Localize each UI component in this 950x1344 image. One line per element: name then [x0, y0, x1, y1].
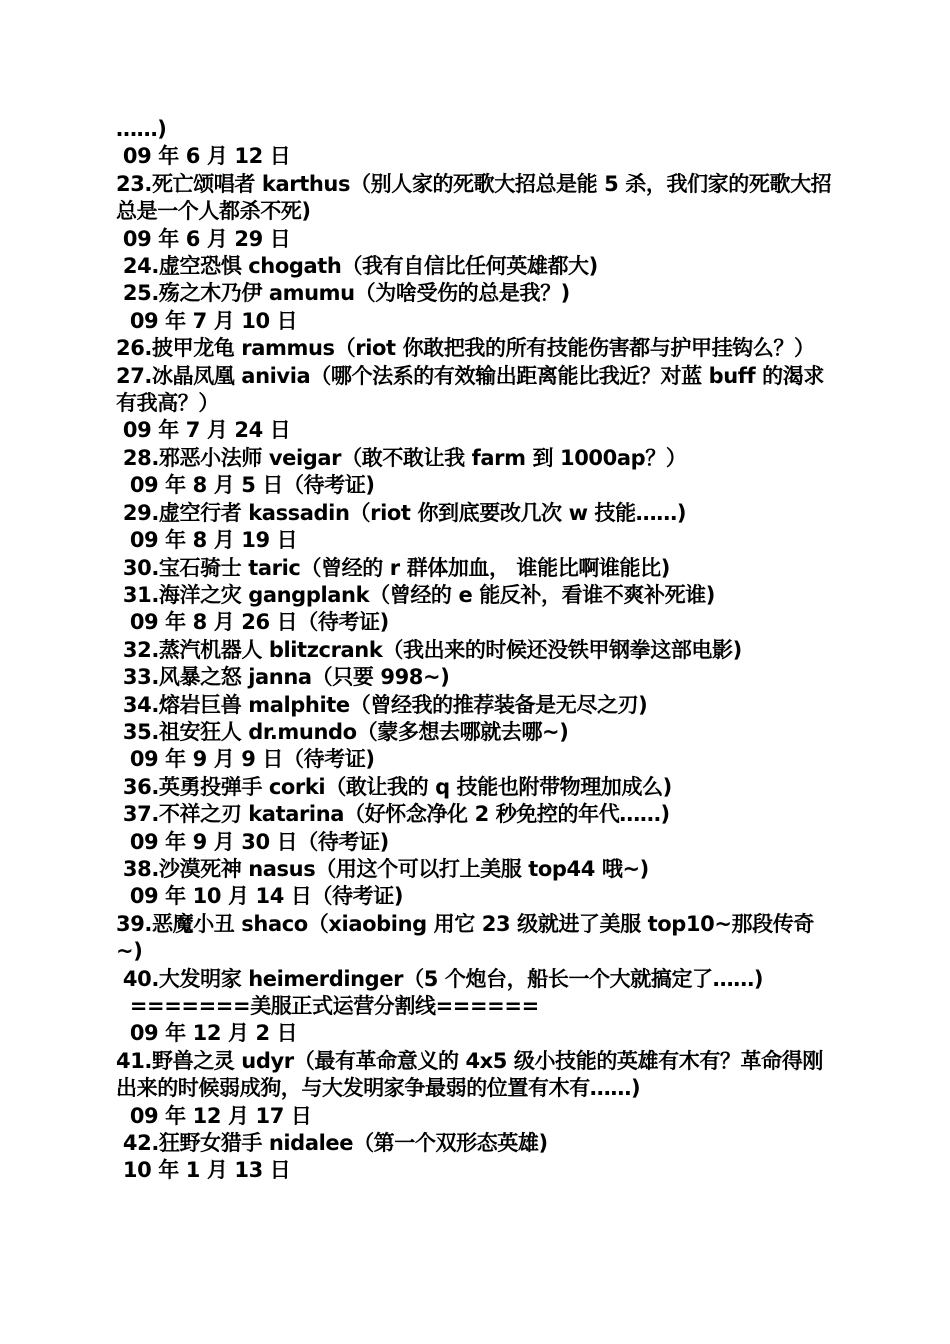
- champion-entry: 37.不祥之刃 katarina（好怀念净化 2 秒免控的年代……): [116, 802, 670, 827]
- date-line: 09 年 6 月 29 日: [116, 226, 291, 251]
- champion-entry: 23.死亡颂唱者 karthus（别人家的死歌大招总是能 5 杀，我们家的死歌大招总是一个人都杀不死): [116, 171, 832, 224]
- champion-entry: 39.恶魔小丑 shaco（xiaobing 用它 23 级就进了美服 top10~那段传奇~): [116, 911, 814, 964]
- champion-entry: 40.大发明家 heimerdinger（5 个炮台，船长一个大就搞定了……): [116, 966, 764, 991]
- champion-entry: 26.披甲龙龟 rammus（riot 你敢把我的所有技能伤害都与护甲挂钩么？）: [116, 336, 815, 361]
- date-line: 09 年 9 月 30 日（待考证): [116, 829, 389, 854]
- date-line: 09 年 12 月 17 日: [116, 1103, 312, 1128]
- champion-entry: 34.熔岩巨兽 malphite（曾经我的推荐装备是无尽之刃): [116, 692, 648, 717]
- date-line: 09 年 8 月 26 日（待考证): [116, 610, 389, 635]
- date-line: 09 年 9 月 9 日（待考证): [116, 747, 375, 772]
- document-page: [116, 116, 836, 1185]
- champion-entry: 32.蒸汽机器人 blitzcrank（我出来的时候还没铁甲钢拳这部电影): [116, 637, 742, 662]
- date-line: 09 年 7 月 24 日: [116, 418, 291, 443]
- champion-entry: 35.祖安狂人 dr.mundo（蒙多想去哪就去哪~): [116, 719, 569, 744]
- date-line: 10 年 1 月 13 日: [116, 1158, 291, 1183]
- champion-entry: 27.冰晶凤凰 anivia（哪个法系的有效输出距离能比我近？对蓝 buff 的渴求有我高？）: [116, 363, 824, 416]
- date-line: 09 年 12 月 2 日: [116, 1021, 298, 1046]
- champion-entry: 29.虚空行者 kassadin（riot 你到底要改几次 w 技能……): [116, 500, 687, 525]
- section-divider: =======美服正式运营分割线======: [116, 994, 539, 1018]
- champion-entry: 25.殇之木乃伊 amumu（为啥受伤的总是我？): [116, 281, 570, 306]
- date-line: 09 年 10 月 14 日（待考证): [116, 884, 404, 909]
- date-line: 09 年 7 月 10 日: [116, 308, 298, 333]
- champion-entry: 42.狂野女猎手 nidalee（第一个双形态英雄): [116, 1131, 548, 1156]
- champion-entry: 38.沙漠死神 nasus（用这个可以打上美服 top44 哦~): [116, 856, 649, 881]
- date-line: 09 年 8 月 5 日（待考证): [116, 473, 375, 498]
- champion-entry: 33.风暴之怒 janna（只要 998~): [116, 665, 450, 690]
- champion-entry: 41.野兽之灵 udyr（最有革命意义的 4x5 级小技能的英雄有木有？革命得刚出来的时候弱成狗，与大发明家争最弱的位置有木有……): [116, 1048, 823, 1101]
- champion-entry: 24.虚空恐惧 chogath（我有自信比任何英雄都大): [116, 254, 598, 279]
- date-line: 09 年 6 月 12 日: [116, 144, 291, 169]
- champion-entry: 30.宝石骑士 taric（曾经的 r 群体加血， 谁能比啊谁能比): [116, 555, 670, 580]
- champion-entry: 31.海洋之灾 gangplank（曾经的 e 能反补，看谁不爽补死谁): [116, 582, 715, 607]
- date-line: 09 年 8 月 19 日: [116, 528, 298, 553]
- champion-entry: 28.邪恶小法师 veigar（敢不敢让我 farm 到 1000ap？）: [116, 445, 687, 470]
- champion-entry: 36.英勇投弹手 corki（敢让我的 q 技能也附带物理加成么): [116, 774, 672, 799]
- text-line: ……): [116, 117, 167, 141]
